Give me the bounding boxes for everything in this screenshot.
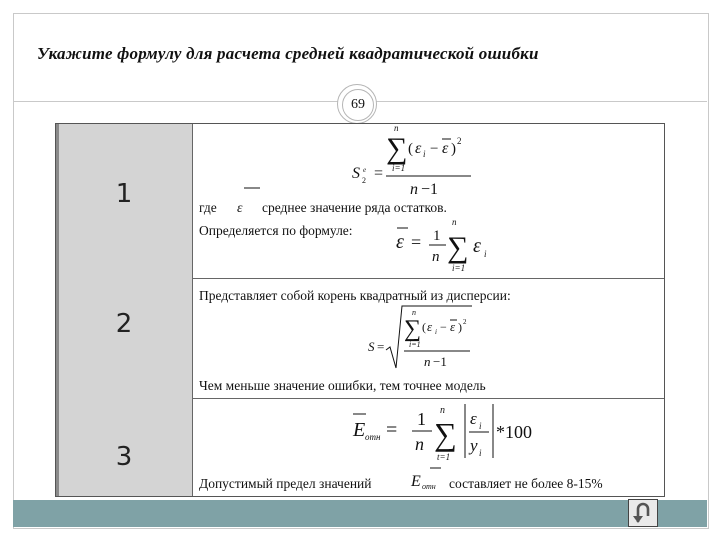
row1-line2: Определяется по формуле: [199, 223, 353, 238]
row1-line1-suffix: среднее значение ряда остатков. [262, 200, 447, 215]
row3-line1-prefix: Допустимый предел значений [199, 476, 372, 491]
svg-text:S: S [352, 165, 360, 182]
svg-text:*100: *100 [496, 422, 532, 442]
svg-text:i=1: i=1 [409, 340, 421, 349]
option-number-2: 2 [115, 309, 133, 339]
svg-text:t=1: t=1 [437, 452, 451, 462]
svg-text:ε: ε [450, 319, 456, 334]
svg-text:n: n [424, 354, 431, 369]
svg-text:∑: ∑ [404, 316, 422, 342]
page-number-badge [337, 84, 377, 124]
svg-text:−1: −1 [421, 181, 439, 198]
svg-text:=: = [411, 232, 422, 252]
svg-text:ε: ε [442, 140, 449, 157]
formula-mean-relative-error [350, 400, 546, 466]
svg-text:отн: отн [365, 432, 381, 442]
row3-line1-suffix: составляет не более 8-15% [449, 476, 603, 491]
svg-text:−1: −1 [433, 354, 447, 369]
svg-text:=: = [374, 165, 384, 182]
svg-text:n: n [440, 405, 445, 416]
svg-text:i: i [479, 448, 482, 458]
row1-line1-prefix: где [199, 200, 217, 215]
svg-text:i: i [435, 328, 437, 336]
svg-text:ε: ε [470, 409, 477, 428]
formula-mean-residual [392, 216, 502, 276]
svg-text:ε: ε [237, 201, 243, 216]
row-separator-2 [192, 398, 664, 399]
u-turn-arrow-icon [629, 500, 657, 526]
svg-text:=: = [377, 339, 385, 354]
row-separator-1 [192, 278, 664, 279]
epsilon-bar-symbol [234, 186, 264, 216]
svg-text:(: ( [422, 320, 426, 334]
svg-text:S: S [368, 339, 375, 354]
svg-text:i=1: i=1 [452, 263, 466, 273]
svg-text:ε: ε [427, 319, 433, 334]
svg-text:ε: ε [415, 140, 422, 157]
back-button[interactable] [628, 499, 658, 527]
svg-text:i: i [423, 149, 426, 159]
row2-line2: Чем меньше значение ошибки, тем точнее модель [199, 378, 486, 393]
svg-text:ε: ε [396, 231, 404, 253]
svg-text:E: E [411, 473, 421, 490]
svg-text:n: n [432, 249, 440, 265]
row2-line1: Представляет собой корень квадратный из дисперсии: [199, 288, 511, 303]
svg-text:∑: ∑ [447, 231, 469, 264]
svg-text:ε: ε [473, 235, 481, 257]
svg-text:1: 1 [433, 228, 441, 244]
svg-text:−: − [430, 141, 439, 157]
svg-text:∑: ∑ [386, 132, 408, 165]
svg-text:(: ( [408, 141, 413, 157]
bottom-bar [13, 500, 707, 527]
formula-std-error [364, 304, 476, 374]
svg-text:n: n [415, 434, 424, 454]
svg-text:i: i [479, 421, 482, 431]
svg-text:e: e [363, 166, 367, 174]
svg-text:i=1: i=1 [392, 163, 406, 173]
svg-text:n: n [452, 217, 457, 227]
svg-text:n: n [410, 181, 418, 198]
slide-title: Укажите формулу для расчета средней квадратической ошибки [37, 44, 539, 63]
svg-text:y: y [470, 436, 478, 455]
page-number: 69 [342, 89, 374, 121]
svg-text:2: 2 [457, 136, 462, 146]
svg-text:): ) [451, 141, 456, 157]
svg-text:n: n [412, 308, 416, 317]
formula-variance [346, 122, 486, 198]
option-number-3: 3 [115, 442, 133, 472]
svg-text:=: = [386, 419, 398, 441]
svg-text:отн: отн [422, 482, 436, 491]
svg-text:−: − [440, 320, 447, 334]
svg-text:n: n [394, 123, 399, 133]
svg-text:∑: ∑ [434, 416, 457, 452]
svg-text:): ) [458, 320, 462, 334]
svg-text:E: E [353, 419, 366, 441]
svg-text:2: 2 [362, 176, 366, 185]
svg-text:1: 1 [417, 409, 426, 429]
option-number-1: 1 [115, 179, 133, 209]
svg-text:i: i [484, 249, 487, 259]
svg-text:2: 2 [463, 318, 467, 326]
